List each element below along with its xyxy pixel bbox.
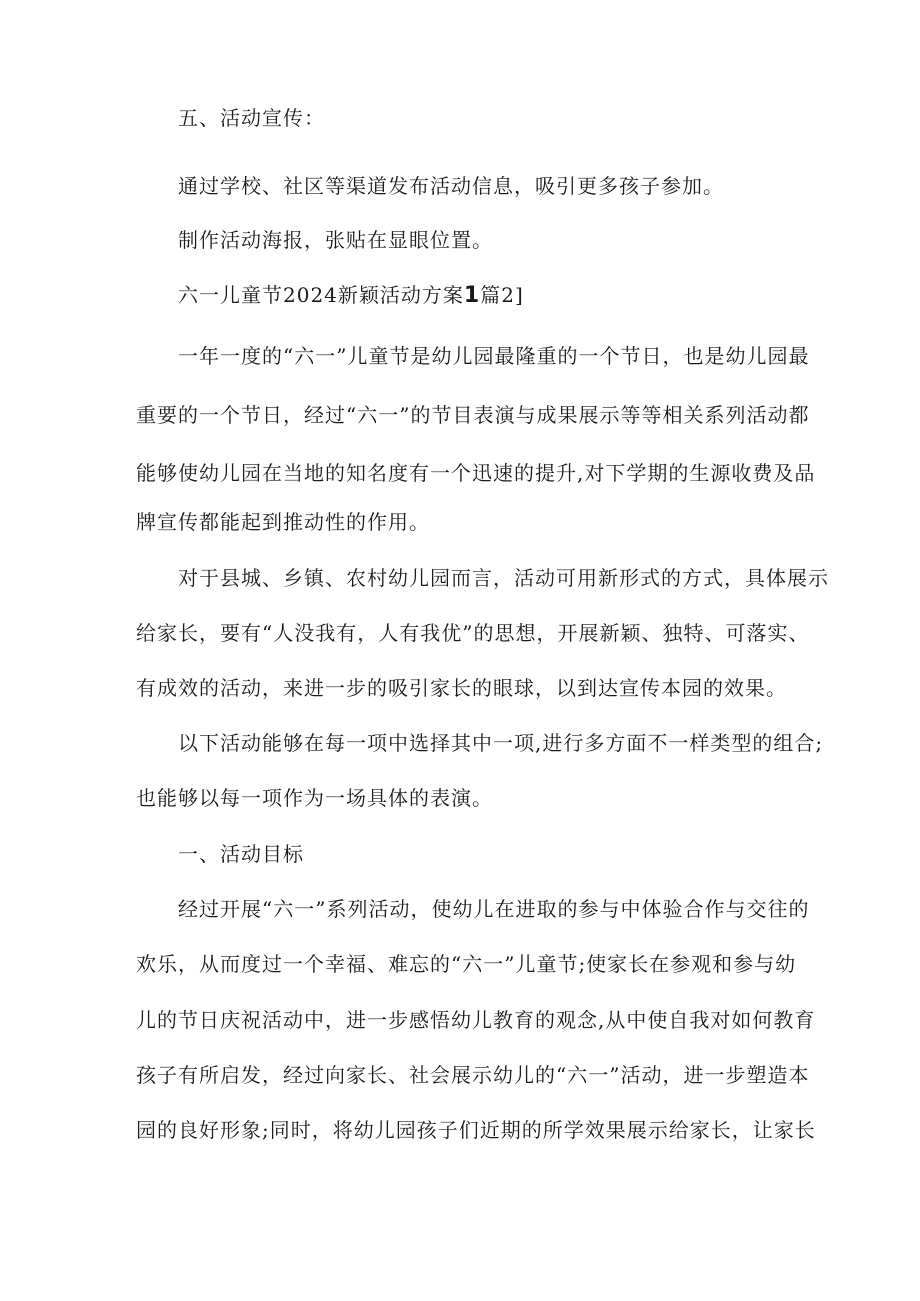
intro-line-1: 一年一度的“六一”儿童节是幼儿园最隆重的一个节日，也是幼儿园最 bbox=[178, 344, 810, 368]
section5-item-1: 通过学校、社区等渠道发布活动信息，吸引更多孩子参加。 bbox=[178, 174, 724, 198]
selection-line-1: 以下活动能够在每一项中选择其中一项,进行多方面不一样类型的组合; bbox=[178, 731, 824, 755]
county-line-3: 有成效的活动，来进一步的吸引家长的眼球，以到达宣传本园的效果。 bbox=[136, 676, 787, 700]
county-line-1: 对于县城、乡镇、农村幼儿园而言，活动可用新形式的方式，具体展示 bbox=[178, 566, 829, 590]
goal-line-5: 园的良好形象;同时，将幼儿园孩子们近期的所学效果展示给家长，让家长 bbox=[136, 1118, 816, 1142]
goal-line-3: 儿的节日庆祝活动中，进一步感悟幼儿教育的观念,从中使自我对如何教育 bbox=[136, 1008, 816, 1032]
goal-line-4: 孩子有所启发，经过向家长、社会展示幼儿的“六一”活动，进一步塑造本 bbox=[136, 1063, 810, 1087]
intro-line-4: 牌宣传都能起到推动性的作用。 bbox=[136, 510, 430, 534]
intro-line-3: 能够使幼儿园在当地的知名度有一个迅速的提升,对下学期的生源收费及品 bbox=[136, 461, 816, 485]
section5-heading: 五、活动宣传： bbox=[178, 106, 325, 130]
section5-item-2: 制作活动海报，张贴在显眼位置。 bbox=[178, 228, 493, 252]
selection-line-2: 也能够以每一项作为一场具体的表演。 bbox=[136, 786, 493, 810]
plan-title-prefix: 六一儿童节2024新颖活动方案 bbox=[178, 283, 464, 307]
goal-line-1: 经过开展“六一”系列活动，使幼儿在进取的参与中体验合作与交往的 bbox=[178, 897, 810, 921]
section1-heading: 一、活动目标 bbox=[178, 842, 304, 866]
county-line-2: 给家长，要有“人没我有，人有我优”的思想，开展新颖、独特、可落实、 bbox=[136, 621, 810, 645]
goal-line-2: 欢乐，从而度过一个幸福、难忘的“六一”儿童节;使家长在参观和参与幼 bbox=[136, 952, 797, 976]
plan-title bbox=[178, 283, 524, 308]
plan-title-number: 1 bbox=[463, 283, 481, 308]
plan-title-suffix: 篇2] bbox=[480, 283, 524, 307]
intro-line-2: 重要的一个节日，经过“六一”的节目表演与成果展示等等相关系列活动都 bbox=[136, 403, 810, 427]
